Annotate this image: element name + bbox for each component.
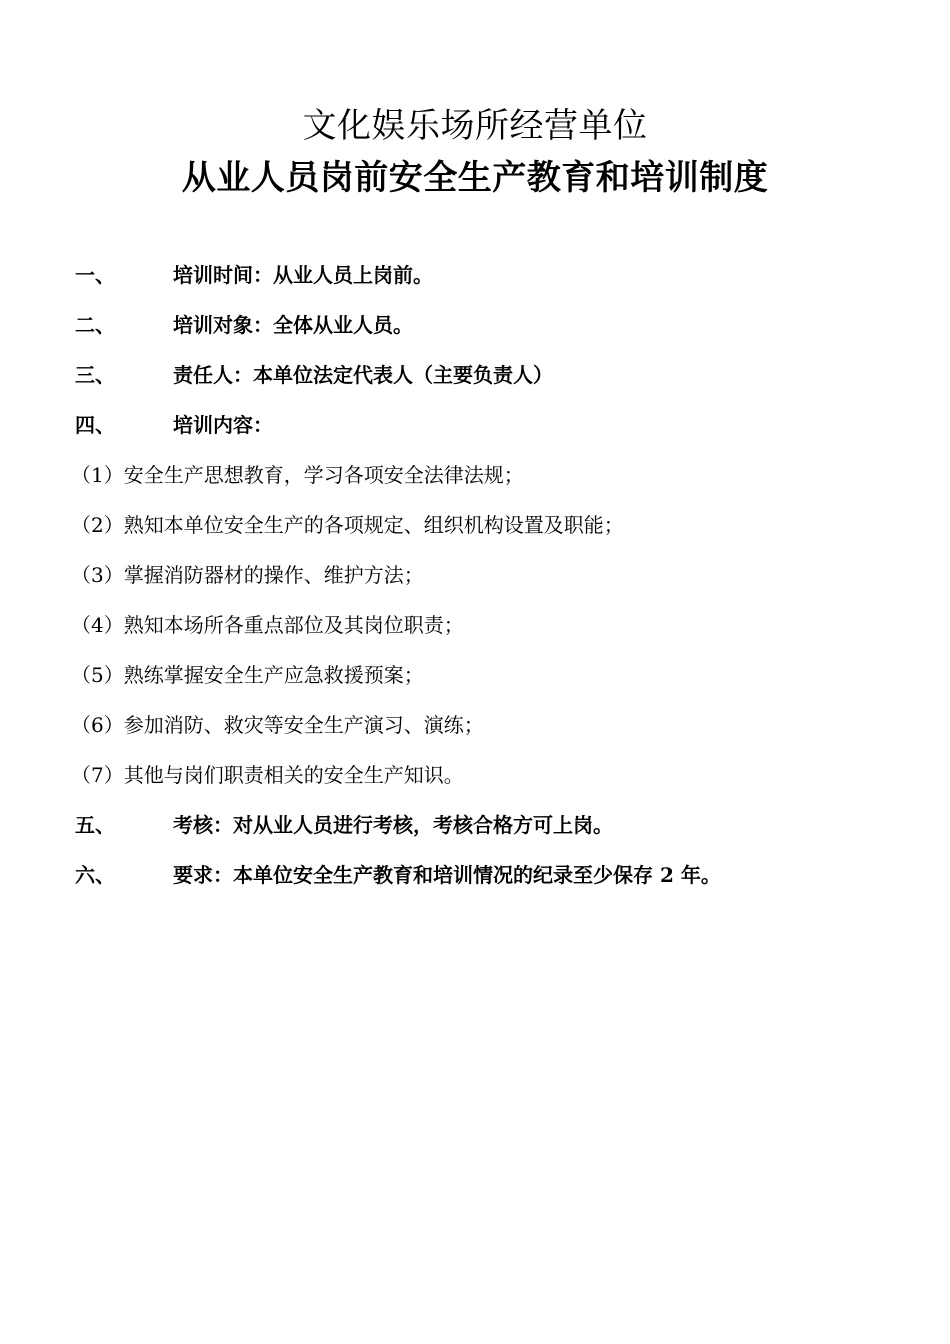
document-body [71, 254, 895, 904]
title-line-1: 文化娱乐场所经营单位 [302, 106, 648, 146]
section-number: 二、 [75, 313, 115, 337]
section-text: 考核：对从业人员进行考核，考核合格方可上岗。 [173, 813, 613, 837]
section-text: 责任人：本单位法定代表人（主要负责人） [173, 363, 553, 387]
section-number: 三、 [75, 363, 115, 387]
content-item-7: （7）其他与岗们职责相关的安全生产知识。 [71, 763, 464, 787]
content-item-1: （1）安全生产思想教育，学习各项安全法律法规； [71, 463, 524, 487]
section-3 [75, 354, 895, 404]
section-number: 四、 [75, 413, 115, 437]
section-text: 培训对象：全体从业人员。 [173, 313, 413, 337]
document-title [0, 100, 950, 204]
section-1 [75, 254, 895, 304]
section-number: 一、 [75, 263, 115, 287]
section-5 [75, 804, 895, 854]
content-item-2: （2）熟知本单位安全生产的各项规定、组织机构设置及职能； [71, 513, 624, 537]
section-text: 培训时间：从业人员上岗前。 [173, 263, 433, 287]
content-item-5: （5）熟练掌握安全生产应急救援预案； [71, 663, 424, 687]
content-item-3: （3）掌握消防器材的操作、维护方法； [71, 563, 424, 587]
content-item-6: （6）参加消防、救灾等安全生产演习、演练； [71, 713, 484, 737]
content-item-4: （4）熟知本场所各重点部位及其岗位职责； [71, 613, 464, 637]
title-line-2: 从业人员岗前安全生产教育和培训制度 [181, 158, 769, 198]
section-6 [75, 854, 895, 904]
section-text: 培训内容： [173, 413, 273, 437]
section-number: 五、 [75, 813, 115, 837]
section-number: 六、 [75, 863, 115, 887]
section-2 [75, 304, 895, 354]
section-4 [75, 404, 895, 454]
section-text: 要求：本单位安全生产教育和培训情况的纪录至少保存 2 年。 [173, 863, 721, 887]
